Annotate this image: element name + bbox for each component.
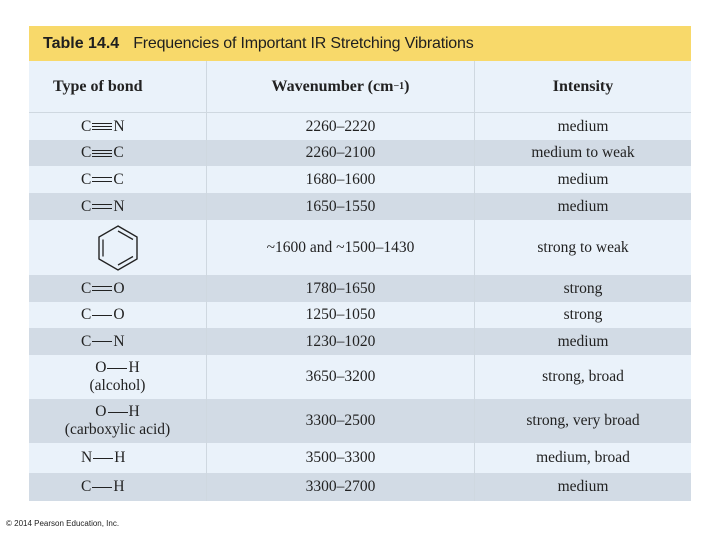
table-title-bar — [29, 26, 691, 61]
table-row — [29, 399, 691, 443]
copyright-text: © 2014 Pearson Education, Inc. — [6, 519, 120, 528]
wavenumber-cell: 3500–3300 — [206, 443, 475, 473]
atom-b: C — [113, 170, 124, 188]
header-wavenumber-close: ) — [404, 77, 410, 95]
bond-cell — [29, 220, 206, 275]
atom-b: N — [113, 332, 125, 350]
table-row — [29, 113, 691, 140]
single-bond-icon — [92, 487, 112, 488]
wavenumber-cell: 1680–1600 — [206, 166, 475, 193]
table-title: Frequencies of Important IR Stretching Vibrations — [133, 34, 474, 52]
table-row — [29, 140, 691, 166]
wavenumber-cell: ~1600 and ~1500–1430 — [206, 220, 475, 275]
atom-b: H — [128, 403, 140, 420]
wavenumber-cell: 1230–1020 — [206, 328, 475, 355]
header-wavenumber — [206, 61, 475, 112]
header-intensity: Intensity — [552, 77, 614, 95]
single-bond-icon — [93, 458, 113, 459]
atom-a: C — [81, 117, 92, 135]
intensity-cell: strong — [563, 306, 603, 323]
bond-subtype: (alcohol) — [89, 377, 146, 394]
intensity-cell: strong — [563, 279, 603, 297]
benzene-ring-icon — [93, 223, 143, 273]
intensity-cell: strong, very broad — [526, 412, 640, 429]
table-number: Table 14.4 — [43, 34, 120, 52]
triple-bond-icon — [92, 150, 112, 157]
single-bond-icon — [108, 412, 128, 413]
table-row — [29, 328, 691, 355]
table-row — [29, 443, 691, 473]
table-row — [29, 355, 691, 399]
wavenumber-cell: 3300–2500 — [206, 399, 475, 443]
atom-a: C — [81, 332, 92, 350]
triple-bond-icon — [92, 123, 112, 130]
bond-cell — [29, 473, 206, 501]
atom-b: H — [113, 478, 125, 495]
ir-table — [29, 26, 691, 500]
bond-cell — [29, 302, 206, 328]
double-bond-icon — [92, 286, 112, 291]
bond-cell — [29, 275, 206, 302]
bond-cell — [29, 166, 206, 193]
intensity-cell: medium to weak — [531, 144, 635, 161]
wavenumber-cell: 1780–1650 — [206, 275, 475, 302]
bond-cell — [29, 113, 206, 140]
table-row — [29, 220, 691, 275]
single-bond-icon — [107, 368, 127, 369]
intensity-cell: strong, broad — [542, 368, 624, 385]
atom-a: C — [81, 144, 92, 161]
intensity-cell: medium — [557, 197, 609, 215]
atom-b: N — [113, 117, 125, 135]
header-bond: Type of bond — [53, 77, 143, 95]
atom-b: H — [114, 449, 126, 466]
atom-a: C — [81, 306, 92, 323]
wavenumber-cell: 3650–3200 — [206, 355, 475, 399]
table-row — [29, 166, 691, 193]
atom-b: C — [113, 144, 124, 161]
atom-a: C — [81, 197, 92, 215]
double-bond-icon — [92, 204, 112, 209]
intensity-cell: medium — [557, 117, 609, 135]
bond-cell — [29, 443, 206, 473]
intensity-cell: medium — [557, 478, 609, 495]
atom-a: O — [95, 403, 107, 420]
atom-b: N — [113, 197, 125, 215]
atom-a: C — [81, 279, 92, 297]
wavenumber-cell: 3300–2700 — [206, 473, 475, 501]
intensity-cell: medium — [557, 332, 609, 350]
table-row — [29, 193, 691, 220]
table-row — [29, 275, 691, 302]
header-wavenumber-sup: −1 — [393, 81, 405, 92]
bond-cell — [29, 355, 206, 399]
double-bond-icon — [92, 177, 112, 182]
intensity-cell: medium, broad — [536, 449, 630, 466]
intensity-cell: strong to weak — [537, 238, 629, 256]
bond-cell — [29, 193, 206, 220]
bond-subtype: (carboxylic acid) — [64, 421, 171, 438]
wavenumber-cell: 1250–1050 — [206, 302, 475, 328]
atom-a: C — [81, 170, 92, 188]
atom-a: O — [95, 359, 107, 376]
table-row — [29, 473, 691, 501]
atom-a: N — [81, 449, 93, 466]
wavenumber-cell: 1650–1550 — [206, 193, 475, 220]
bond-cell — [29, 328, 206, 355]
atom-b: O — [113, 279, 125, 297]
table-row — [29, 302, 691, 328]
bond-cell — [29, 140, 206, 166]
bond-cell — [29, 399, 206, 443]
header-wavenumber-text: Wavenumber (cm — [271, 77, 394, 95]
wavenumber-cell: 2260–2100 — [206, 140, 475, 166]
table-header-row — [29, 61, 691, 113]
atom-a: C — [81, 478, 92, 495]
intensity-cell: medium — [557, 170, 609, 188]
atom-b: O — [113, 306, 125, 323]
single-bond-icon — [92, 341, 112, 342]
single-bond-icon — [92, 315, 112, 316]
atom-b: H — [128, 359, 140, 376]
wavenumber-cell: 2260–2220 — [206, 113, 475, 140]
